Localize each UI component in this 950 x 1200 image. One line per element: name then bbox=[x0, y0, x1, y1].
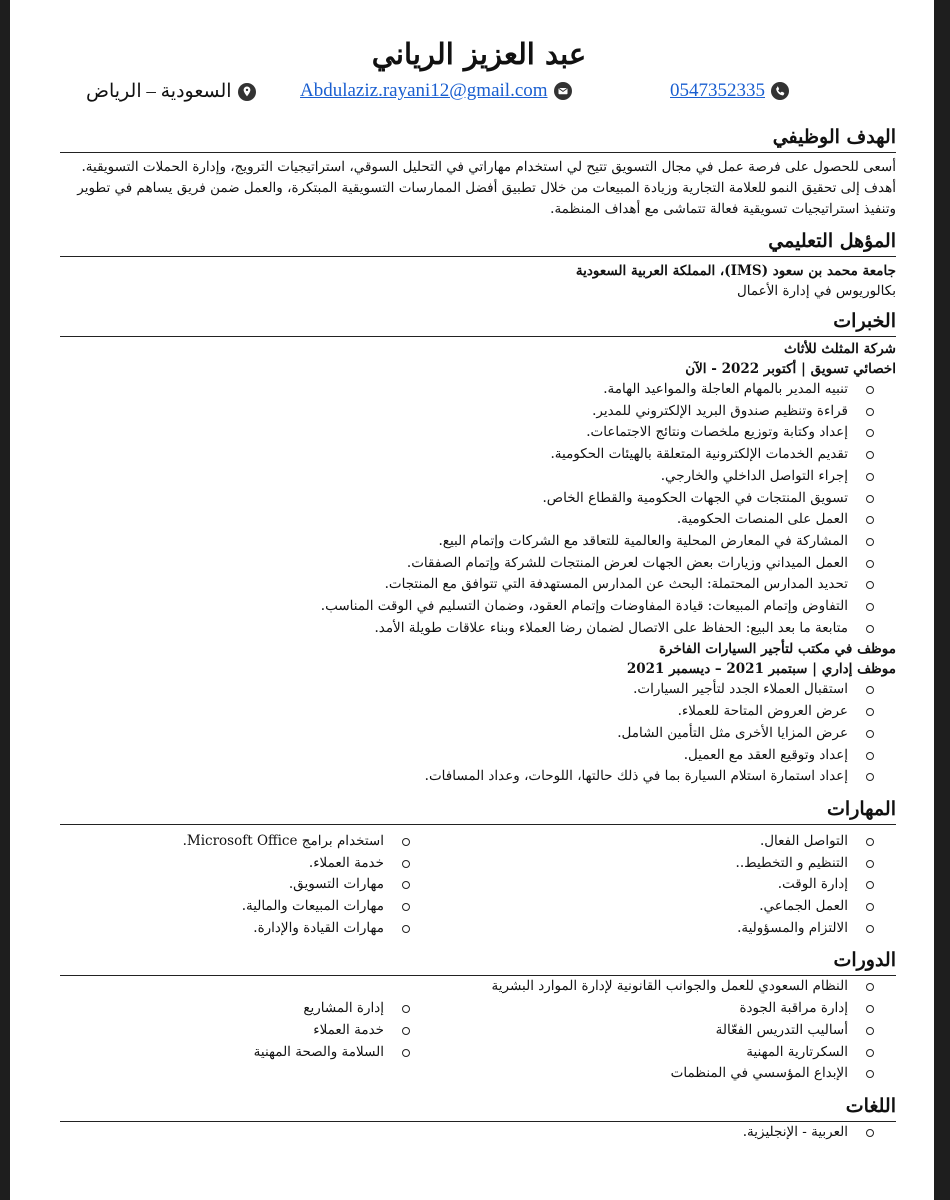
job-1-company: شركة المثلث للأثاث bbox=[783, 341, 896, 357]
courses-column-2 bbox=[12, 998, 434, 1085]
skills-section bbox=[60, 796, 898, 940]
phone-icon bbox=[771, 82, 789, 100]
list-item: خدمة العملاء bbox=[12, 1020, 410, 1042]
list-item: الالتزام والمسؤولية. bbox=[434, 918, 874, 940]
envelope-icon bbox=[554, 82, 572, 100]
job-2-role: موظف إداري | سبتمبر 2021 – ديسمبر 2021 bbox=[626, 661, 896, 678]
list-item: إعداد استمارة استلام السيارة بما في ذلك حالتها، اللوحات، وعداد المسافات. bbox=[60, 766, 874, 788]
skills-columns bbox=[60, 831, 898, 940]
list-item: إعداد وتوقيع العقد مع العميل. bbox=[60, 745, 874, 767]
objective-line-1: أسعى للحصول على فرصة عمل في مجال التسويق تتيح لي استخدام مهاراتي في التحليل السوقي، استراتيجيات الترويج، وإدارة الحملات التسويقية. bbox=[81, 159, 896, 175]
list-item: العمل على المنصات الحكومية. bbox=[60, 509, 874, 531]
courses-columns bbox=[60, 998, 898, 1085]
list-item: النظام السعودي للعمل والجوانب القانونية لإدارة الموارد البشرية bbox=[60, 976, 874, 998]
list-item: تسويق المنتجات في الجهات الحكومية والقطاع الخاص. bbox=[60, 488, 874, 510]
skills-title: المهارات bbox=[60, 796, 896, 825]
objective-title: الهدف الوظيفي bbox=[60, 124, 896, 153]
experience-title: الخبرات bbox=[60, 308, 896, 337]
list-item: تنبيه المدير بالمهام العاجلة والمواعيد الهامة. bbox=[60, 379, 874, 401]
objective-line-2: أهدف إلى تحقيق النمو للعلامة التجارية وزيادة المبيعات من خلال تطبيق أفضل الممارسات التسويقية المبتكرة، والعمل ضمن فريق يساهم في تطوير bbox=[77, 180, 896, 196]
list-item: إدارة المشاريع bbox=[12, 998, 410, 1020]
location-contact bbox=[86, 80, 256, 103]
list-item: تقديم الخدمات الإلكترونية المتعلقة بالهيئات الحكومية. bbox=[60, 444, 874, 466]
list-item: السكرتارية المهنية bbox=[434, 1042, 874, 1064]
list-item: السلامة والصحة المهنية bbox=[12, 1042, 410, 1064]
list-item: قراءة وتنظيم صندوق البريد الإلكتروني للمدير. bbox=[60, 401, 874, 423]
objective-line-3: وتنفيذ استراتيجيات تسويقية فعالة تتماشى مع أهداف المنظمة. bbox=[550, 201, 896, 217]
university-name: جامعة محمد بن سعود (IMS)، المملكة العربية السعودية bbox=[575, 263, 896, 279]
email-contact bbox=[300, 80, 572, 102]
job-2-tasks bbox=[60, 679, 898, 788]
list-item: إدارة مراقبة الجودة bbox=[434, 998, 874, 1020]
list-item: العمل الميداني وزيارات بعض الجهات لعرض المنتجات للشركة وإتمام الصفقات. bbox=[60, 553, 874, 575]
list-item: تحديد المدارس المحتملة: البحث عن المدارس المستهدفة التي تتوافق مع المنتجات. bbox=[60, 574, 874, 596]
job-2-company: موظف في مكتب لتأجير السيارات الفاخرة bbox=[658, 641, 896, 658]
list-item: الإبداع المؤسسي في المنظمات bbox=[434, 1063, 874, 1085]
window-edge-left bbox=[0, 0, 10, 1200]
list-item: متابعة ما بعد البيع: الحفاظ على الاتصال لضمان رضا العملاء وبناء علاقات طويلة الأمد. bbox=[60, 618, 874, 640]
list-item: مهارات المبيعات والمالية. bbox=[12, 896, 410, 918]
skills-column-2 bbox=[12, 831, 434, 940]
list-item: إعداد وكتابة وتوزيع ملخصات ونتائج الاجتماعات. bbox=[60, 422, 874, 444]
contact-row bbox=[60, 74, 898, 110]
list-item: استقبال العملاء الجدد لتأجير السيارات. bbox=[60, 679, 874, 701]
map-pin-icon bbox=[238, 83, 256, 101]
list-item: عرض العروض المتاحة للعملاء. bbox=[60, 701, 874, 723]
list-item: عرض المزايا الأخرى مثل التأمين الشامل. bbox=[60, 723, 874, 745]
job-1-role: اخصائي تسويق | أكتوبر 2022 - الآن bbox=[685, 361, 896, 377]
skills-column-1 bbox=[434, 831, 898, 940]
objective-section bbox=[60, 124, 898, 220]
list-item: العمل الجماعي. bbox=[434, 896, 874, 918]
education-title: المؤهل التعليمي bbox=[60, 228, 896, 257]
phone-contact bbox=[670, 80, 789, 102]
list-item: التنظيم و التخطيط.. bbox=[434, 853, 874, 875]
degree-name: بكالوريوس في إدارة الأعمال bbox=[736, 283, 896, 299]
list-item: مهارات التسويق. bbox=[12, 874, 410, 896]
list-item: خدمة العملاء. bbox=[12, 853, 410, 875]
courses-column-1 bbox=[434, 998, 898, 1085]
languages-list bbox=[60, 1122, 898, 1144]
education-section bbox=[60, 228, 898, 302]
list-item: المشاركة في المعارض المحلية والعالمية للتعاقد مع الشركات وإتمام البيع. bbox=[60, 531, 874, 553]
list-item: العربية - الإنجليزية. bbox=[60, 1122, 874, 1144]
location-text: السعودية – الرياض bbox=[86, 81, 232, 102]
job-1-tasks bbox=[60, 379, 898, 639]
list-item: التواصل الفعال. bbox=[434, 831, 874, 853]
email-link[interactable]: Abdulaziz.rayani12@gmail.com bbox=[300, 80, 548, 101]
list-item: إدارة الوقت. bbox=[434, 874, 874, 896]
window-edge-right bbox=[934, 0, 950, 1200]
phone-link[interactable]: 0547352335 bbox=[670, 80, 765, 101]
list-item: إجراء التواصل الداخلي والخارجي. bbox=[60, 466, 874, 488]
courses-title: الدورات bbox=[60, 947, 896, 976]
languages-section bbox=[60, 1093, 898, 1144]
list-item: استخدام برامج Microsoft Office. bbox=[12, 831, 410, 853]
courses-section bbox=[60, 947, 898, 1085]
experience-section bbox=[60, 308, 898, 788]
languages-title: اللغات bbox=[60, 1093, 896, 1122]
candidate-name: عبد العزيز الرياني bbox=[371, 37, 587, 71]
list-item: مهارات القيادة والإدارة. bbox=[12, 918, 410, 940]
courses-wide-item bbox=[60, 976, 898, 998]
list-item: أساليب التدريس الفعّالة bbox=[434, 1020, 874, 1042]
list-item: التفاوض وإتمام المبيعات: قيادة المفاوضات وإتمام العقود، وضمان التسليم في الوقت المناسب. bbox=[60, 596, 874, 618]
resume-content bbox=[60, 0, 898, 1144]
